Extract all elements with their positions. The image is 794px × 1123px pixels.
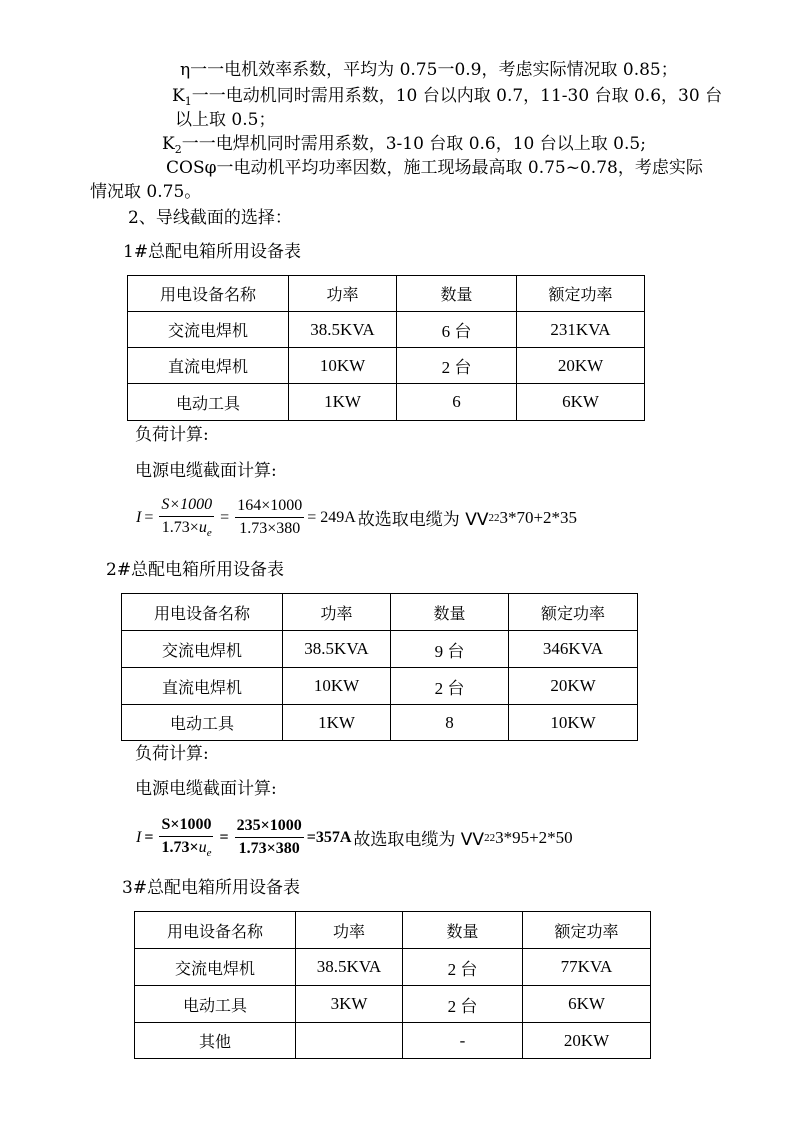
section-heading-conductor: 2、导线截面的选择： [128,208,292,228]
fraction-numerator: 235×1000 [235,817,304,838]
load-calc-label-1: 负荷计算: [135,425,209,445]
header-rated-power: 额定功率 [523,912,651,949]
cell-power: 10KW [289,348,397,384]
formula-result: = 249A [307,508,356,526]
k1-symbol: K [172,86,185,106]
cable-calc-label-1: 电源电缆截面计算: [135,461,277,481]
equipment-table-2 [121,593,638,741]
formula-equals: = [144,508,154,526]
cell-equipment-name: 电动工具 [128,384,289,421]
cell-equipment-name: 其他 [135,1023,296,1059]
header-power: 功率 [296,912,403,949]
table-row [128,312,645,348]
k2-text: 一一电焊机同时需用系数，3-10 台取 0.6，10 台以上取 0.5; [181,134,646,154]
table-3-title: 3#总配电箱所用设备表 [122,878,301,898]
table-row [135,986,651,1023]
cable-formula-1 [136,496,577,539]
header-rated-power: 额定功率 [509,594,638,631]
fraction-denominator: 1.73×380 [238,840,300,857]
denominator-constant: 1.73× [161,519,199,536]
table-row [122,705,638,741]
cable-type-subscript: 22 [484,831,496,844]
table-header-row [128,276,645,312]
formula-equals: = [144,828,154,846]
cable-conclusion: 故选取电缆为 VV [353,830,485,850]
denominator-voltage: u [198,839,207,856]
header-rated-power: 额定功率 [517,276,645,312]
denominator-subscript: e [206,527,212,539]
cell-power: 3KW [296,986,403,1023]
cell-quantity: 8 [391,705,509,741]
cable-spec: 3*95+2*50 [495,827,573,847]
cell-rated-power: 77KVA [523,949,651,986]
header-quantity: 数量 [403,912,523,949]
header-quantity: 数量 [391,594,509,631]
cable-type-subscript: 22 [488,511,500,524]
cell-quantity: 6 台 [397,312,517,348]
formula-result: =357A [306,828,352,846]
k1-definition-cont: 以上取 0.5； [175,110,276,130]
header-equipment-name: 用电设备名称 [122,594,283,631]
cell-rated-power: 20KW [523,1023,651,1059]
equipment-table-3 [134,911,651,1059]
cell-quantity: 2 台 [403,949,523,986]
table-row [135,949,651,986]
denominator-subscript: e [206,847,212,859]
k2-subscript: 2 [174,143,182,156]
formula-fraction-values [235,497,304,538]
formula-lhs: I [136,508,142,526]
cell-power [296,1023,403,1059]
table-row [122,668,638,705]
cell-rated-power: 6KW [523,986,651,1023]
table-header-row [122,594,638,631]
cell-rated-power: 346KVA [509,631,638,668]
cell-quantity: 2 台 [391,668,509,705]
fraction-denominator [160,517,214,539]
cell-power: 1KW [289,384,397,421]
table-1-title: 1#总配电箱所用设备表 [123,242,302,262]
cell-power: 38.5KVA [289,312,397,348]
table-row [122,631,638,668]
fraction-denominator: 1.73×380 [239,520,301,537]
fraction-numerator: 164×1000 [235,497,304,518]
header-quantity: 数量 [397,276,517,312]
formula-equals: = [219,828,229,846]
formula-fraction-general [159,816,213,859]
cable-calc-label-2: 电源电缆截面计算: [135,779,277,799]
cell-power: 1KW [283,705,391,741]
header-equipment-name: 用电设备名称 [135,912,296,949]
cell-equipment-name: 交流电焊机 [122,631,283,668]
k2-definition [162,134,646,156]
denominator-constant: 1.73× [161,839,199,856]
cell-rated-power: 20KW [517,348,645,384]
fraction-numerator: S×1000 [159,496,214,517]
cell-rated-power: 20KW [509,668,638,705]
table-row [135,1023,651,1059]
cos-definition: COSφ一电动机平均功率因数，施工现场最高取 0.75~0.78，考虑实际 [166,158,703,178]
k1-subscript: 1 [184,95,192,108]
equipment-table-1 [127,275,645,421]
cell-equipment-name: 交流电焊机 [135,949,296,986]
table-row [128,384,645,421]
cell-rated-power: 231KVA [517,312,645,348]
cable-spec: 3*70+2*35 [499,507,578,527]
formula-fraction-general [159,496,214,539]
table-2-title: 2#总配电箱所用设备表 [106,560,285,580]
cell-quantity: 9 台 [391,631,509,668]
formula-fraction-values [235,817,304,858]
cell-quantity: 6 [397,384,517,421]
cell-equipment-name: 交流电焊机 [128,312,289,348]
cell-quantity: 2 台 [403,986,523,1023]
fraction-denominator [159,837,213,859]
table-header-row [135,912,651,949]
k1-definition [172,86,722,108]
denominator-voltage: u [198,519,207,536]
formula-equals: = [220,508,230,526]
formula-lhs: I [136,828,142,846]
cable-formula-2 [136,816,573,859]
cos-definition-cont: 情况取 0.75。 [90,182,202,202]
cell-equipment-name: 直流电焊机 [122,668,283,705]
eta-definition: η一一电机效率系数，平均为 0.75一0.9，考虑实际情况取 0.85； [180,60,678,80]
table-row [128,348,645,384]
cell-equipment-name: 电动工具 [122,705,283,741]
cell-quantity: - [403,1023,523,1059]
k1-text: 一一电动机同时需用系数，10 台以内取 0.7，11-30 台取 0.6，30 台 [191,86,723,106]
cell-power: 38.5KVA [296,949,403,986]
header-power: 功率 [289,276,397,312]
header-power: 功率 [283,594,391,631]
cable-conclusion: 故选取电缆为 VV [357,510,489,530]
cell-equipment-name: 直流电焊机 [128,348,289,384]
cell-power: 10KW [283,668,391,705]
fraction-numerator: S×1000 [159,816,213,837]
cell-rated-power: 10KW [509,705,638,741]
cell-equipment-name: 电动工具 [135,986,296,1023]
cell-power: 38.5KVA [283,631,391,668]
cell-quantity: 2 台 [397,348,517,384]
load-calc-label-2: 负荷计算: [135,744,209,764]
header-equipment-name: 用电设备名称 [128,276,289,312]
cell-rated-power: 6KW [517,384,645,421]
k2-symbol: K [162,134,175,154]
